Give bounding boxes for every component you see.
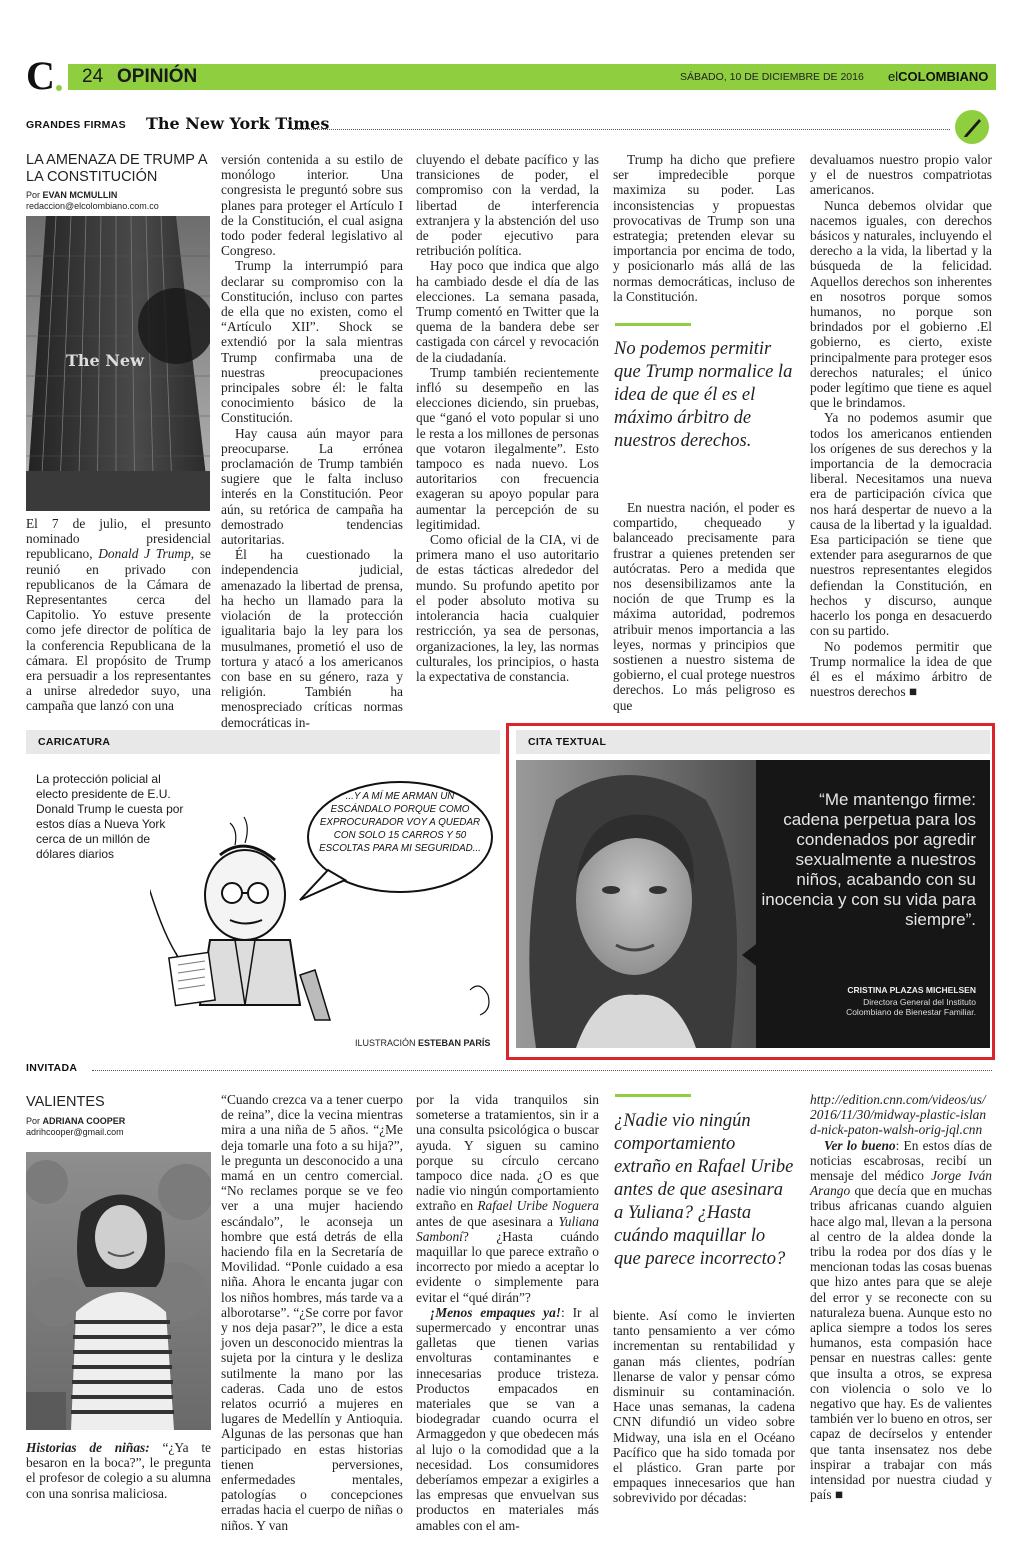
cita-role-2: Colombiano de Bienestar Familiar. (846, 1007, 976, 1017)
top-strip-dotted-rule (292, 129, 950, 130)
cartoon-credit (355, 1038, 490, 1049)
cita-role-1: Directora General del Instituto (863, 997, 976, 1007)
article-column-2: versión contenida a su estilo de monólogo interior. Una congresista le preguntó sobre sus planes para proteger el Artículo I de la Constitución, el cual asigna todo poder federal legislativo al Congreso. Trump la interrumpió para declarar su compromiso con la Constitución, incluso con partes de ella que no existen, como el “Artículo XII”. Shock se extendió por la sala mientras Trump confirmaba una de nuestras preocupaciones principales sobre él: le falta conocimiento básico de la Constitución. Hay causa aún mayor para preocuparse. La errónea proclamación de Trump también sugiere que le falta incluso interés en la Constitución. Peor aún, su retórica de campaña ha demostrado tendencias autoritarias. Él ha cuestionado la independencia judicial, amenazado la libertad de prensa, ha hecho un llamado para la violación de la protección igualitaria bajo la ley para los musulmanes, prometió el uso de tortura y atacó a los americanos con base en su género, raza y religión. También ha menospreciado críticas normas democráticas in- (221, 152, 403, 730)
issue-date: SÁBADO, 10 DE DICIEMBRE DE 2016 (680, 71, 864, 83)
photo-caption-lead: Historias de niñas: (26, 1440, 150, 1455)
byline-prefix: Por (26, 190, 41, 200)
article-column-3: cluyendo el debate pacífico y las transiciones de poder, el compromiso con la verdad, la libertad de interferencia extranjera y la abstención del uso de poder ejecutivo para retribución política. Hay poco que indica que algo ha cambiado desde el día de las elecciones. La semana pasada, Trump comentó en Twitter que la quema de la bandera debe ser castigada con cárcel y revocación de la ciudadanía. Trump también recientemente infló su desempeño en las elecciones diciendo, sin pruebas, que “ganó el voto popular si uno le resta a los millones de personas que votaron ilegalmente”. Esto tampoco es nada nuevo. Los autoritarios con frecuencia exageran su apoyo popular para aumentar la percepción de su legitimidad. Como oficial de la CIA, vi de primera mano el uso autoritario de estas tácticas alrededor del mundo. Su profundo apetito por el poder absoluto motiva su intolerancia hacia cualquier restricción, ya sea de personas, organizaciones, la ley, las normas culturales, los principios, o hasta la expectativa de constancia. (416, 152, 599, 684)
invitada-column-5: http://edition.cnn.com/videos/us/2016/11/30/midway-plastic-island-nick-paton-walsh-orig-jql.cnn Ver lo bueno: En estos días de noticias escabrosas, recibí un mensaje del médico Jorge Iván Arango que decía que en muchas tribus africanas cuando alguien hace algo mal, llevan a la persona al centro de la aldea donde la tribu la rodea por dos días y le mencionan todas las cosas buenas que hizo antes para que se aleje del error y se reconecte con su naturaleza buena. Aunque esto no aplica siempre a todos los seres humanos, esta compasión hace pensar en nuestras calles: gente que insulta a otros, se expresa con violencia o solo ve lo negativo que hay. Es de valientes también ver lo bueno en otros, ser capaz de decírselos y entender que tanta insensatez nos debe inspirar a trabajar con más intensidad por nuestra ciudad y país ■ (810, 1092, 992, 1503)
pen-icon (955, 110, 989, 144)
cita-quote-tail (742, 935, 768, 975)
cita-quote: “Me mantengo firme: cadena perpetua para los condenados por agredir sexualmente a nuestros niños, acabando con su inocencia y con su vida para siempre”. (761, 790, 976, 929)
invitada-photo (26, 1152, 211, 1430)
invitada-byline (26, 1116, 216, 1127)
invitada-title: VALIENTES (26, 1094, 105, 1110)
nyt-building-photo (26, 216, 210, 511)
page-number: 24 (82, 66, 104, 87)
brand-main: COLOMBIANO (898, 69, 989, 84)
brand-prefix: el (888, 69, 899, 84)
byline-author: EVAN MCMULLIN (42, 190, 118, 200)
pull-quote-rule (615, 323, 691, 326)
invitada-column-2: “Cuando crezca va a tener cuerpo de reina”, dice la vecina mientras mira a una niña de 5 años. “¿Me deja tomarle una foto a su hija?”, le pregunta un desconocido a una mamá en un centro comercial. “No reclames porque se ve feo ver a una mujer haciendo escándalo”, le aconseja un hombre que está detrás de ella haciendo fila en la Secretaría de Movilidad. “Ponle cuidado a esa niña. Ahora le encanta jugar con los niños hombres, más tarde va a alborotarse”. “¿Se corre por favor y nos deja pasar?”, le dice a esta joven un desconocido mientras la sujeta por la cintura y le desliza sutilmente la mano por las caderas. Cada uno de estos relatos ocurrió a mujeres en lugares de Medellín y Antioquia. Algunas de las personas que han participado en estas historias tienen perversiones, enfermedades mentales, patologías o concepciones erradas hacia el cuerpo de niñas o niños. Y van (221, 1092, 403, 1533)
invitada-photo-caption: Historias de niñas: “¿Ya te besaron en la boca?”, le pregunta el profesor de colegio a su alumna con una sonrisa maliciosa. (26, 1440, 211, 1501)
article-column-4: Trump ha dicho que prefiere ser impredecible porque maximiza su poder. Las inconsistencias y propuestas provocativas de Trump son una estrategia; pretenden elevar su importancia por encima de todo, y posicionarlo más allá de las normas democráticas, incluso de la Constitución. (613, 152, 795, 304)
grandes-firmas-label: GRANDES FIRMAS (26, 119, 126, 131)
article-email: redaccion@elcolombiano.com.co (26, 201, 159, 211)
invitada-column-4: biente. Así como le invierten tanto pensamiento a ver cómo incrementan su rentabilidad y ganan más clientes, podrían llenarse de valor y pensar cómo disminuir su contaminación. Hace unas semanas, la cadena CNN difundió un video sobre Midway, una isla en el Océano Pacífico que ha sido tomada por el plástico. Gran parte por empaques innecesarios que han sobrevivido por décadas: (613, 1308, 795, 1506)
article-column-5: devaluamos nuestro propio valor y el de nuestros compatriotas americanos. Nunca debemos olvidar que nacemos iguales, con derechos básicos y naturales, incluyendo el derecho a la vida, la libertad y la búsqueda de la felicidad. Aquellos derechos son inherentes en nosotros porque somos humanos, no porque son brindados por el gobierno .El gobierno, es cierto, existe principalmente para proteger esos derechos naturales; el único poder legítimo que tiene es aquel que le brindamos. Ya no podemos asumir que todos los americanos entienden los orígenes de sus derechos y la importancia de la democracia liberal. Necesitamos una nueva era de participación cívica que nos hará despertar de nuevo a la causa de la libertad y la igualdad. Esa participación se tiene que extender para asegurarnos de que nuestros representantes elegidos defiendan la Constitución, en hechos y discurso, aunque hacerlo los ponga en desacuerdo con su partido. No podemos permitir que Trump normalice la idea de que él es el máximo árbitro de nuestros derechos ■ (810, 152, 992, 700)
credit-prefix: ILUSTRACIÓN (355, 1038, 416, 1048)
cita-name: CRISTINA PLAZAS MICHELSEN (847, 985, 976, 995)
speech-bubble-text: ...Y A MÍ ME ARMAN UN ESCÁNDALO PORQUE COMO EXPROCURADOR VOY A QUEDAR CON SOLO 15 CARROS Y 50 ESCOLTAS PARA MI SEGURIDAD... (319, 791, 481, 854)
nyt-logo: The New York Times (146, 114, 330, 133)
section-title: OPINIÓN (117, 66, 198, 87)
cita-label: CITA TEXTUAL (528, 736, 607, 748)
svg-text:The New: The New (66, 351, 144, 370)
article-title: LA AMENAZA DE TRUMP A LA CONSTITUCIÓN (26, 152, 207, 185)
invitada-email: adrihcooper@gmail.com (26, 1127, 124, 1137)
cartoon-caption: La protección policial al electo presidente de E.U. Donald Trump le cuesta por estos días a Nueva York cerca de un millón de dólares diarios (36, 772, 184, 861)
invitada-label: INVITADA (26, 1062, 78, 1074)
logo-icon: C (26, 53, 55, 98)
invitada-column-3: por la vida tranquilos sin someterse a tratamientos, sin ir a una consulta psicológica o buscar ayuda. Y siguen su camino porque su círculo cercano tampoco dice nada. ¿O es que nadie vio ningún comportamiento extraño en Rafael Uribe Noguera antes de que asesinara a Yuliana Samboní? ¿Hasta cuándo maquillar lo que parece extraño o incorrecto por miedo a aceptar lo evidente o simplemente para evitar el “qué dirán”? ¡Menos empaques ya!: Ir al supermercado y encontrar unas galletas que tienen varias envolturas contaminantes e innecesarias produce tristeza. Productos empacados en materiales que se van a biodegradar cuando ocurra el Armaggedon y que obedecen más al lujo o la comodidad que a la necesidad. Los consumidores deberíamos empezar a exigirles a las empresas que envuelvan sus productos en materiales más amables con el am- (416, 1092, 599, 1533)
pull-quote: No podemos permitir que Trump normalice la idea de que él es el máximo árbitro de nuestros derechos. (614, 339, 793, 451)
invitada-author: ADRIANA COOPER (42, 1116, 126, 1126)
caricatura-label: CARICATURA (38, 736, 111, 748)
invitada-pull-rule (615, 1094, 691, 1097)
article-byline (26, 190, 216, 201)
invitada-dotted-rule (92, 1070, 992, 1071)
article-column-1: El 7 de julio, el presunto nominado presidencial republicano, Donald J Trump, se reunió en privado con republicanos de la Cámara de Representantes cerca del Capitolio. Yo estuve presente como jefe director de política de la conferencia Republicana de la cámara. El propósito de Trump era persuadir a los representantes a unirse alrededor suyo, una campaña que lanzó con una (26, 516, 211, 714)
logo-dot-icon (56, 85, 62, 91)
invitada-byline-prefix: Por (26, 1116, 41, 1126)
article-column-4b: En nuestra nación, el poder es compartido, chequeado y balanceado precisamente para frustrar a quienes pretenden ser autócratas. Pero a medida que nos desensibilizamos ante la noción de que Trump es la máxima autoridad, podremos atribuir menos importancia a las leyes, normas y principios que sostienen a nuestro sistema de gobierno, el cual protege nuestros derechos. Lo más peligroso es que (613, 500, 795, 713)
invitada-pull-quote: ¿Nadie vio ningún comportamiento extraño en Rafael Uribe antes de que asesinara a Yuliana? ¿Hasta cuándo maquillar lo que parece incorrecto? (614, 1111, 794, 1269)
brand-name (888, 69, 988, 84)
cnn-video-link[interactable]: http://edition.cnn.com/videos/us/2016/11/30/midway-plastic-island-nick-paton-walsh-orig-jql.cnn (810, 1092, 987, 1138)
credit-name: ESTEBAN PARÍS (418, 1038, 491, 1048)
